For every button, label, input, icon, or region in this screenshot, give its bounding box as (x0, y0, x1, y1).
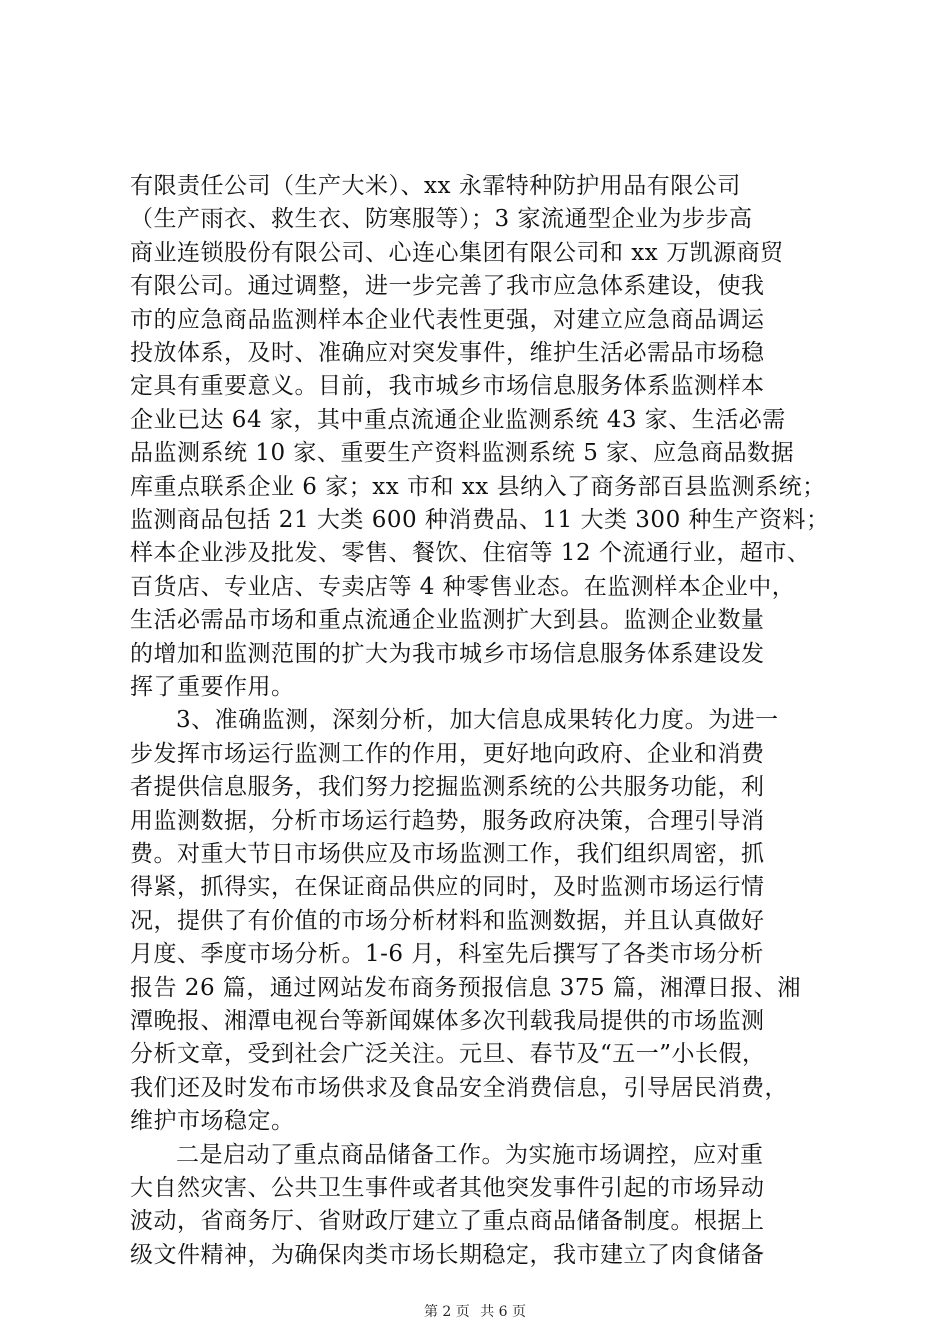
text-line: 用监测数据，分析市场运行趋势，服务政府决策，合理引导消 (130, 808, 765, 834)
text-line: 监测商品包括 21 大类 600 种消费品、11 大类 300 种生产资料； (130, 507, 830, 533)
text-line: 维护市场稳定。 (130, 1108, 295, 1134)
text-line: 我们还及时发布市场供求及食品安全消费信息，引导居民消费， (130, 1075, 788, 1101)
text-line: （生产雨衣、救生衣、防寒服等）；3 家流通型企业为步步高 (130, 206, 753, 232)
text-line: 二是启动了重点商品储备工作。为实施市场调控，应对重 (176, 1142, 764, 1168)
text-line: 商业连锁股份有限公司、心连心集团有限公司和 xx 万凯源商贸 (130, 240, 784, 266)
text-line: 报告 26 篇，通过网站发布商务预报信息 375 篇，湘潭日报、湘 (130, 975, 801, 1001)
text-line: 有限责任公司（生产大米）、xx 永霏特种防护用品有限公司 (130, 173, 741, 199)
text-line: 有限公司。通过调整，进一步完善了我市应急体系建设，使我 (130, 273, 765, 299)
text-line: 月度、季度市场分析。1-6 月，科室先后撰写了各类市场分析 (130, 941, 764, 967)
page-footer (0, 1303, 950, 1321)
text-line: 分析文章，受到社会广泛关注。元旦、春节及“五一”小长假， (130, 1041, 766, 1067)
text-line: 费。对重大节日市场供应及市场监测工作，我们组织周密，抓 (130, 841, 765, 867)
text-line: 者提供信息服务，我们努力挖掘监测系统的公共服务功能，利 (130, 774, 765, 800)
text-line: 的增加和监测范围的扩大为我市城乡市场信息服务体系建设发 (130, 641, 765, 667)
text-line: 样本企业涉及批发、零售、餐饮、住宿等 12 个流通行业，超市、 (130, 540, 811, 566)
text-line: 企业已达 64 家，其中重点流通企业监测系统 43 家、生活必需 (130, 407, 786, 433)
page-number: 第 2 页 (423, 1304, 470, 1320)
text-line: 级文件精神，为确保肉类市场长期稳定，我市建立了肉食储备 (130, 1242, 765, 1268)
text-line: 百货店、专业店、专卖店等 4 种零售业态。在监测样本企业中， (130, 574, 796, 600)
text-line: 况，提供了有价值的市场分析材料和监测数据，并且认真做好 (130, 908, 765, 934)
text-line: 步发挥市场运行监测工作的作用，更好地向政府、企业和消费 (130, 741, 765, 767)
text-line: 市的应急商品监测样本企业代表性更强，对建立应急商品调运 (130, 307, 765, 333)
text-line: 大自然灾害、公共卫生事件或者其他突发事件引起的市场异动 (130, 1175, 765, 1201)
text-line: 品监测系统 10 家、重要生产资料监测系统 5 家、应急商品数据 (130, 440, 795, 466)
text-line: 得紧，抓得实，在保证商品供应的同时，及时监测市场运行情 (130, 874, 765, 900)
text-line: 挥了重要作用。 (130, 674, 295, 700)
page-total: 共 6 页 (480, 1304, 527, 1320)
text-line: 潭晚报、湘潭电视台等新闻媒体多次刊载我局提供的市场监测 (130, 1008, 765, 1034)
text-line: 库重点联系企业 6 家；xx 市和 xx 县纳入了商务部百县监测系统； (130, 474, 826, 500)
text-line: 生活必需品市场和重点流通企业监测扩大到县。监测企业数量 (130, 607, 765, 633)
text-line: 3、准确监测，深刻分析，加大信息成果转化力度。为进一 (176, 707, 779, 733)
text-line: 波动，省商务厅、省财政厅建立了重点商品储备制度。根据上 (130, 1208, 765, 1234)
text-line: 定具有重要意义。目前，我市城乡市场信息服务体系监测样本 (130, 373, 765, 399)
text-line: 投放体系，及时、准确应对突发事件，维护生活必需品市场稳 (130, 340, 765, 366)
